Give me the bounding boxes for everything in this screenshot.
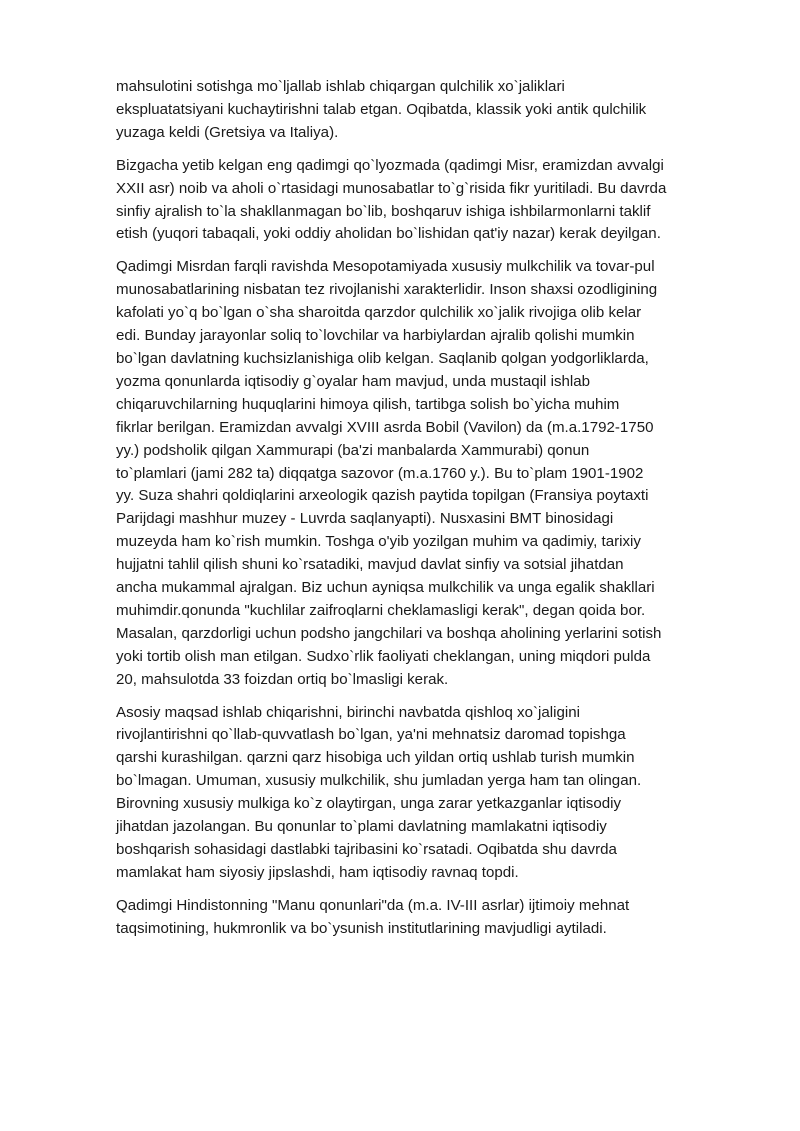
text-line: chiqaruvchilarning huquqlarini himoya qilish, tartibga solish bo`yicha muhim: [116, 395, 620, 413]
text-line: Masalan, qarzdorligi uchun podsho jangchilari va boshqa aholining yerlarini sotish: [116, 624, 662, 642]
paragraph-2: [116, 155, 688, 247]
text-line: kafolati yo`q bo`lgan o`sha sharoitda qarzdor qulchilik xo`jalik rivojiga olib kelar: [116, 304, 642, 322]
text-line: taqsimotining, hukmronlik va bo`ysunish institutlarining mavjudligi aytiladi.: [116, 919, 607, 937]
text-line: Parijdagi mashhur muzey - Luvrda saqlanyapti). Nusxasini BMT binosidagi: [116, 510, 614, 528]
text-line: Birovning xususiy mulkiga ko`z olaytirgan, unga zarar yetkazganlar iqtisodiy: [116, 795, 622, 813]
text-line: yy. Suza shahri qoldiqlarini arxeologik qazish paytida topilgan (Fransiya poytaxti: [116, 487, 649, 505]
text-line: mamlakat ham siyosiy jipslashdi, ham iqtisodiy ravnaq topdi.: [116, 863, 519, 881]
text-line: bo`lgan davlatning kuchsizlanishiga olib kelgan. Saqlanib qolgan yodgorliklarda,: [116, 349, 649, 367]
text-line: XXII asr) noib va aholi o`rtasidagi munosabatlar to`g`risida fikr yuritiladi. Bu davrda: [116, 179, 667, 197]
text-line: sinfiy ajralish to`la shakllanmagan bo`lib, boshqaruv ishiga ishbilarmonlarni taklif: [116, 202, 651, 220]
text-line: to`plamlari (jami 282 ta) diqqatga sazovor (m.a.1760 y.). Bu to`plam 1901-1902: [116, 464, 644, 482]
text-line: bo`lmagan. Umuman, xususiy mulkchilik, shu jumladan yerga ham tan olingan.: [116, 772, 642, 790]
paragraph-4: [116, 702, 688, 885]
text-line: muhimdir.qonunda "kuchlilar zaifroqlarni cheklamasligi kerak", degan qoida bor.: [116, 601, 646, 619]
text-line: yy.) podsholik qilgan Xammurapi (ba'zi manbalarda Xammurabi) qonun: [116, 441, 590, 459]
text-line: qarshi kurashilgan. qarzni qarz hisobiga uch yildan ortiq ushlab turish mumkin: [116, 749, 635, 767]
text-line: rivojlantirishni qo`llab-quvvatlash bo`lgan, ya'ni mehnatsiz daromad topishga: [116, 726, 626, 744]
paragraph-5: [116, 895, 688, 941]
text-line: munosabatlarining nisbatan tez rivojlanishi xarakterlidir. Inson shaxsi ozodligining: [116, 281, 658, 299]
text-line: ancha mukammal ajralgan. Biz uchun ayniqsa mulkchilik va unga egalik shakllari: [116, 579, 655, 597]
text-line: fikrlar berilgan. Eramizdan avvalgi XVIII asrda Bobil (Vavilon) da (m.a.1792-1750: [116, 418, 654, 436]
text-line: yoki tortib olish man etilgan. Sudxo`rlik faoliyati cheklangan, uning miqdori pulda: [116, 647, 651, 665]
text-line: mahsulotini sotishga mo`ljallab ishlab chiqargan qulchilik xo`jaliklari: [116, 78, 565, 95]
document-body: [116, 76, 688, 951]
paragraph-1: [116, 76, 688, 145]
paragraph-3: [116, 256, 688, 691]
text-line: etish (yuqori tabaqali, yoki oddiy aholidan bo`lishidan qat'iy nazar) kerak deyilgan.: [116, 225, 661, 243]
text-line: muzeyda ham ko`rish mumkin. Toshga o'yib yozilgan muhim va qadimiy, tarixiy: [116, 533, 641, 551]
text-line: Bizgacha yetib kelgan eng qadimgi qo`lyozmada (qadimgi Misr, eramizdan avvalgi: [116, 156, 664, 174]
text-line: 20, mahsulotda 33 foizdan ortiq bo`lmasligi kerak.: [116, 670, 449, 688]
text-line: ekspluatatsiyani kuchaytirishni talab etgan. Oqibatda, klassik yoki antik qulchilik: [116, 100, 647, 118]
text-line: yuzaga keldi (Gretsiya va Italiya).: [116, 123, 339, 141]
text-line: Asosiy maqsad ishlab chiqarishni, birinchi navbatda qishloq xo`jaligini: [116, 703, 580, 721]
text-line: yozma qonunlarda iqtisodiy g`oyalar ham mavjud, unda mustaqil ishlab: [116, 372, 591, 390]
text-line: hujjatni tahlil qilish shuni ko`rsatadiki, mavjud davlat sinfiy va sotsial jihatdan: [116, 556, 624, 574]
text-line: Qadimgi Hindistonning "Manu qonunlari"da (m.a. IV-III asrlar) ijtimoiy mehnat: [116, 896, 630, 914]
text-line: boshqarish sohasidagi dastlabki tajribasini ko`rsatadi. Oqibatda shu davrda: [116, 841, 617, 858]
text-line: Qadimgi Misrdan farqli ravishda Mesopotamiyada xususiy mulkchilik va tovar-pul: [116, 258, 655, 276]
text-line: edi. Bunday jarayonlar soliq to`lovchilar va harbiylardan ajralib qolishi mumkin: [116, 327, 635, 345]
text-line: jihatdan jazolangan. Bu qonunlar to`plami davlatning mamlakatni iqtisodiy: [116, 818, 607, 836]
